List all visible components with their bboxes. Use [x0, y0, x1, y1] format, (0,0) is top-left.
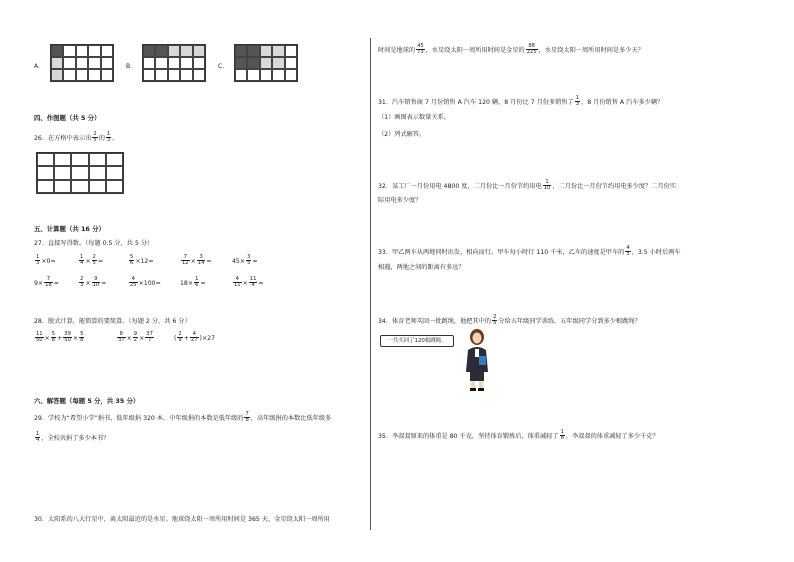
calc-9: 18× $\frac{1}{6}$ = — [180, 276, 206, 289]
speech-bubble: 一共买回了120根跳绳。 — [380, 335, 454, 347]
section-6-title: 六、解答题（每题 5 分，共 35 分） — [34, 397, 140, 405]
calc-28-1: $\frac{11}{50}$ × $\frac{5}{8}$ + $\frac{39}{50}$ × $\frac{5}{8}$ — [36, 331, 84, 344]
calc-7: $\frac{2}{3}$ × $\frac{9}{10}$ = — [80, 276, 107, 289]
question-26: 26．在方格中表示出 $\frac{2}{5}$ 的 $\frac{1}{3}$ 。 — [34, 131, 119, 144]
answer-grid-26[interactable] — [36, 152, 124, 194]
calc-28-2: $\frac{8}{37}$ × $\frac{9}{2}$ × $\frac{37}{7}$ — [118, 331, 153, 344]
option-a-grid[interactable] — [50, 44, 114, 82]
calc-1: $\frac{1}{3}$ ×0= — [36, 254, 56, 267]
calc-4: $\frac{7}{12}$ × $\frac{3}{14}$ = — [182, 254, 212, 267]
option-a-label: A． — [34, 63, 45, 70]
option-b-label: B． — [126, 63, 137, 70]
question-27: 27．直接写得数。（每题 0.5 分，共 5 分） — [34, 240, 154, 247]
calc-6: 9× $\frac{7}{18}$ = — [34, 276, 59, 289]
question-30-line1: 30．太阳系的八大行星中，离太阳最近的是水星。地球绕太阳一周所用时间是 365 天，金星绕太阳一周所用 — [34, 516, 330, 523]
calc-5: 45× $\frac{3}{5}$ = — [232, 254, 258, 267]
question-32-line1: 32．某工厂一月份用电 4800 度，二月份比一月份节约用电 $\frac{1}{10}$ ，二月份比一月份节约用电多少度？二月份实 — [378, 179, 677, 192]
question-29-line1: 29．学校为“希望小学”捐书，低年级捐 320 本，中年级捐的本数是低年级的 $\frac{7}{8}$ ，高年级捐的本数比低年级多 — [34, 411, 332, 424]
question-32-line2: 际用电多少度？ — [378, 197, 422, 204]
option-c-label: C． — [218, 63, 229, 70]
calc-2: $\frac{1}{4}$ × $\frac{2}{5}$ = — [80, 254, 103, 267]
question-34: 34．体育老师买回一批跳绳，他把其中的 $\frac{2}{5}$ 分给五年级同学训练，五年级同学分到多少根跳绳？ — [378, 314, 641, 327]
question-29-line2: $\frac{1}{4}$ ，全校共捐了多少本书？ — [36, 431, 110, 444]
question-33-line2: 相遇，两地之间的距离有多远？ — [378, 264, 465, 271]
question-35: 35．李叔叔原来的体重是 80 千克，坚持体育锻炼后，体重减轻了 $\frac{1}{8}$ ，李叔叔的体重减轻了多少千克？ — [378, 429, 659, 442]
question-28: 28．脱式计算，能简算的要简算。（每题 2 分，共 6 分） — [34, 318, 191, 325]
option-b-grid[interactable] — [142, 44, 206, 82]
teacher-illustration — [462, 328, 492, 392]
calc-8: $\frac{4}{25}$ ×100= — [130, 276, 161, 289]
option-c-grid[interactable] — [234, 44, 298, 82]
column-divider — [370, 38, 371, 530]
question-31-part1: （1）画图表示数量关系。 — [378, 114, 450, 121]
section-4-title: 四、作图题（共 5 分） — [34, 114, 101, 122]
question-31: 31．汽车销售商 7 月份销售 A 汽车 120 辆，8 月份比 7 月份多销售了 $\frac{1}{3}$ ，8 月份销售 A 汽车多少辆？ — [378, 95, 664, 108]
calc-3: $\frac{5}{6}$ ×12= — [130, 254, 154, 267]
question-31-part2: （2）列式解答。 — [378, 131, 426, 138]
calc-28-3: ( $\frac{2}{9}$ + $\frac{4}{27}$ )×27 — [174, 331, 216, 344]
question-30-line2: 时间是地球的 $\frac{45}{73}$ ，水星绕太阳一周所用时间是金星的 $\frac{88}{225}$ ，水星绕太阳一周所用时间是多少天？ — [378, 43, 644, 56]
calc-10: $\frac{4}{11}$ × $\frac{11}{4}$ = — [234, 276, 264, 289]
question-33-line1: 33．甲乙两车从两地同时出发，相向而行。甲车每小时行 110 千米，乙车的速度是甲车的 $\frac{4}{5}$ ，3.5 小时后两车 — [378, 245, 681, 258]
section-5-title: 五、计算题（共 16 分） — [34, 225, 105, 233]
